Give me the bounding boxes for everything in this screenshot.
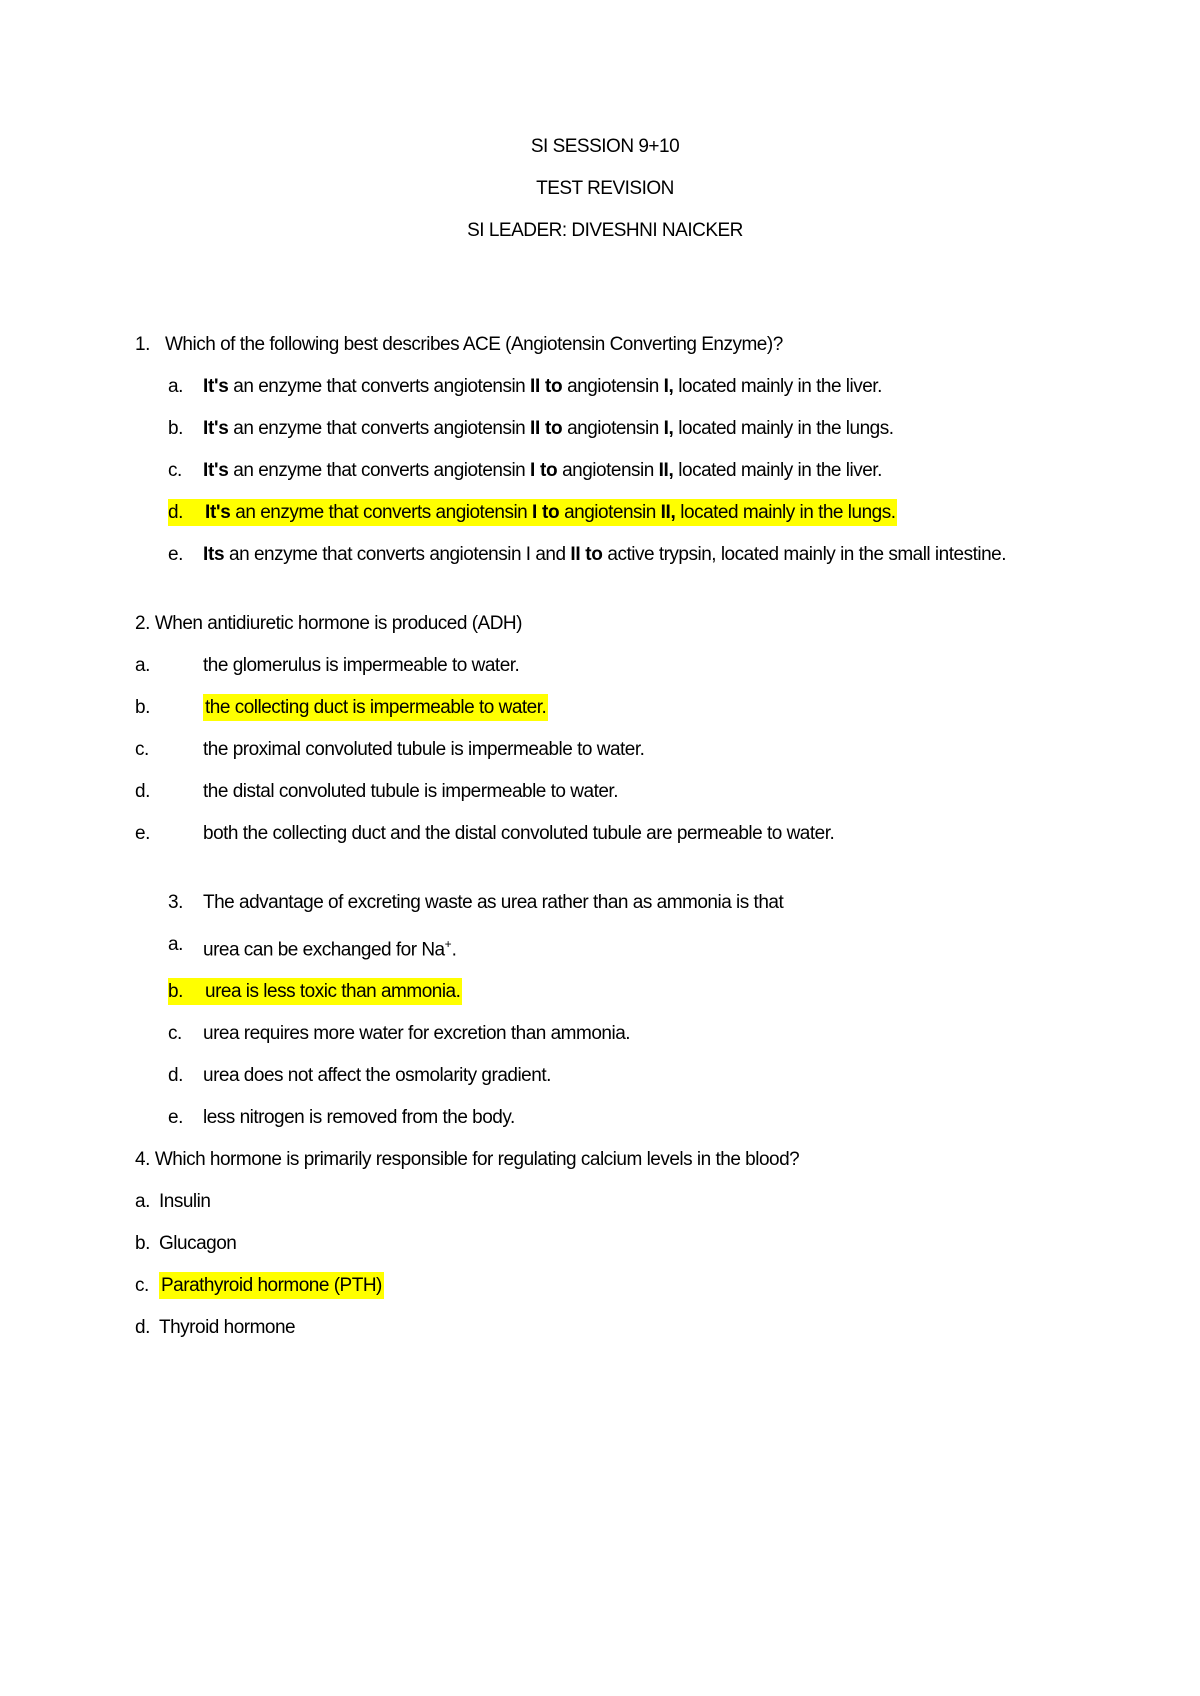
option-text xyxy=(159,1230,1075,1257)
option-text xyxy=(203,415,1075,442)
document-subtitle: TEST REVISION xyxy=(536,178,674,199)
option-text-segment: It's xyxy=(205,502,231,523)
option-row xyxy=(135,1314,1075,1341)
option-text-segment: Parathyroid hormone (PTH) xyxy=(161,1275,382,1297)
option-text xyxy=(203,373,1075,400)
option-letter: c. xyxy=(168,460,182,481)
option-text-segment: urea requires more water for excretion than ammonia. xyxy=(203,1023,631,1045)
option-text-segment: the collecting duct is impermeable to water. xyxy=(205,697,547,718)
option-text xyxy=(203,499,1075,526)
option-text-segment: an enzyme that converts angiotensin xyxy=(228,418,531,439)
option-text-segment: I, xyxy=(663,376,674,397)
option-letter: c. xyxy=(168,1023,182,1045)
option-row xyxy=(168,1020,1075,1047)
option-text-segment: Glucagon xyxy=(159,1233,237,1255)
option-text-segment: an enzyme that converts angiotensin I and xyxy=(224,544,571,565)
option-row xyxy=(168,1104,1075,1131)
option-letter: b. xyxy=(135,697,150,718)
option-row xyxy=(168,978,1075,1005)
option-row xyxy=(168,373,1075,400)
highlight-mark xyxy=(203,694,548,721)
option-text-segment: located mainly in the lungs. xyxy=(675,502,896,523)
question-block xyxy=(135,610,1075,847)
option-text xyxy=(203,931,1075,963)
option-row xyxy=(135,778,1075,805)
option-letter: a. xyxy=(168,934,183,955)
option-text-segment: I, xyxy=(663,418,674,439)
option-row xyxy=(135,736,1075,763)
leader-name-line: SI LEADER: DIVESHNI NAICKER xyxy=(467,220,743,241)
highlight-mark xyxy=(203,499,897,526)
option-text-segment: both the collecting duct and the distal convoluted tubule are permeable to water. xyxy=(203,823,835,844)
option-text-segment: urea can be exchanged for Na xyxy=(203,939,445,961)
option-letter: b. xyxy=(168,418,183,439)
option-text xyxy=(203,736,1075,763)
option-row xyxy=(168,457,1075,484)
question-header xyxy=(135,331,1075,358)
option-letter: a. xyxy=(135,1191,150,1213)
option-text-segment: the distal convoluted tubule is impermeable to water. xyxy=(203,781,618,802)
option-letter: e. xyxy=(168,1107,183,1129)
option-text xyxy=(203,778,1075,805)
option-text xyxy=(159,1314,1075,1341)
question-header xyxy=(168,889,1075,916)
session-title: SI SESSION 9+10 xyxy=(530,136,680,157)
option-text-segment: Its xyxy=(203,544,225,565)
question-prompt: Which hormone is primarily responsible for regulating calcium levels in the blood? xyxy=(154,1149,800,1171)
option-text xyxy=(203,820,1075,847)
option-letter: e. xyxy=(168,544,183,565)
option-text-segment: located mainly in the lungs. xyxy=(673,418,894,439)
option-letter: b. xyxy=(168,978,203,1005)
option-text-segment: II to xyxy=(530,418,563,439)
option-text-segment: It's xyxy=(203,460,229,481)
option-letter: d. xyxy=(168,1065,183,1087)
option-letter: d. xyxy=(168,499,203,526)
option-row xyxy=(168,541,1075,568)
option-row xyxy=(168,415,1075,442)
option-letter: a. xyxy=(135,655,150,676)
option-text-segment: It's xyxy=(203,418,229,439)
option-text xyxy=(203,541,1075,568)
highlight-mark xyxy=(203,978,462,1005)
option-letter: b. xyxy=(135,1233,150,1255)
question-header xyxy=(135,1146,1075,1173)
question-block xyxy=(135,1146,1075,1341)
option-text-segment: angiotensin xyxy=(562,418,664,439)
option-text xyxy=(203,457,1075,484)
option-text-segment: angiotensin xyxy=(559,502,661,523)
option-text-segment: located mainly in the liver. xyxy=(673,376,882,397)
option-text-segment: Insulin xyxy=(159,1191,211,1213)
option-letter: a. xyxy=(168,376,183,397)
option-row xyxy=(135,1188,1075,1215)
option-text-segment: angiotensin xyxy=(562,376,664,397)
option-text xyxy=(203,652,1075,679)
option-text-segment: urea does not affect the osmolarity gradient. xyxy=(203,1065,551,1087)
option-text-segment: II, xyxy=(658,460,674,481)
option-text-segment: angiotensin xyxy=(557,460,659,481)
question-block xyxy=(135,331,1075,568)
option-text xyxy=(203,694,1075,721)
option-row xyxy=(168,1062,1075,1089)
question-prompt: When antidiuretic hormone is produced (ADH) xyxy=(154,613,522,634)
option-row xyxy=(135,652,1075,679)
option-text-segment: It's xyxy=(203,376,229,397)
option-text-segment: Thyroid hormone xyxy=(159,1317,296,1339)
option-text xyxy=(203,1020,1075,1047)
question-prompt: Which of the following best describes ACE (Angiotensin Converting Enzyme)? xyxy=(165,334,783,355)
document-header xyxy=(135,133,1075,244)
option-text xyxy=(203,1062,1075,1089)
option-letter: e. xyxy=(135,823,150,844)
option-row xyxy=(135,820,1075,847)
option-row xyxy=(135,694,1075,721)
option-text-segment: the proximal convoluted tubule is impermeable to water. xyxy=(203,739,645,760)
question-number: 2. xyxy=(135,613,150,634)
question-list xyxy=(135,331,1075,1341)
option-text-segment: urea is less toxic than ammonia. xyxy=(205,981,461,1003)
option-text-segment: II, xyxy=(660,502,676,523)
option-letter: c. xyxy=(135,1275,149,1297)
option-text-segment: I to xyxy=(532,502,560,523)
option-text-segment: the glomerulus is impermeable to water. xyxy=(203,655,520,676)
option-text-segment: . xyxy=(451,939,457,961)
option-row xyxy=(135,1230,1075,1257)
option-row xyxy=(135,1272,1075,1299)
question-number: 4. xyxy=(135,1149,150,1171)
option-text-segment: + xyxy=(444,937,452,951)
question-number: 3. xyxy=(168,892,183,913)
question-header xyxy=(135,610,1075,637)
highlight-mark xyxy=(159,1272,384,1299)
option-text-segment: an enzyme that converts angiotensin xyxy=(228,460,531,481)
question-block xyxy=(135,889,1075,1131)
question-prompt: The advantage of excreting waste as urea rather than as ammonia is that xyxy=(203,892,784,913)
question-number: 1. xyxy=(135,334,150,355)
option-text xyxy=(203,978,1075,1005)
option-letter: d. xyxy=(135,1317,150,1339)
option-text-segment: I to xyxy=(530,460,558,481)
option-text-segment: located mainly in the liver. xyxy=(673,460,882,481)
option-text-segment: an enzyme that converts angiotensin xyxy=(230,502,533,523)
option-text xyxy=(159,1188,1075,1215)
option-row xyxy=(168,499,1075,526)
option-letter: c. xyxy=(135,739,149,760)
option-text xyxy=(159,1272,1075,1299)
option-text-segment: II to xyxy=(530,376,563,397)
option-text-segment: II to xyxy=(570,544,603,565)
option-row xyxy=(168,931,1075,963)
option-text-segment: an enzyme that converts angiotensin xyxy=(228,376,531,397)
option-text-segment: less nitrogen is removed from the body. xyxy=(203,1107,515,1129)
option-text-segment: active trypsin, located mainly in the small intestine. xyxy=(602,544,1006,565)
option-letter: d. xyxy=(135,781,150,802)
option-text xyxy=(203,1104,1075,1131)
